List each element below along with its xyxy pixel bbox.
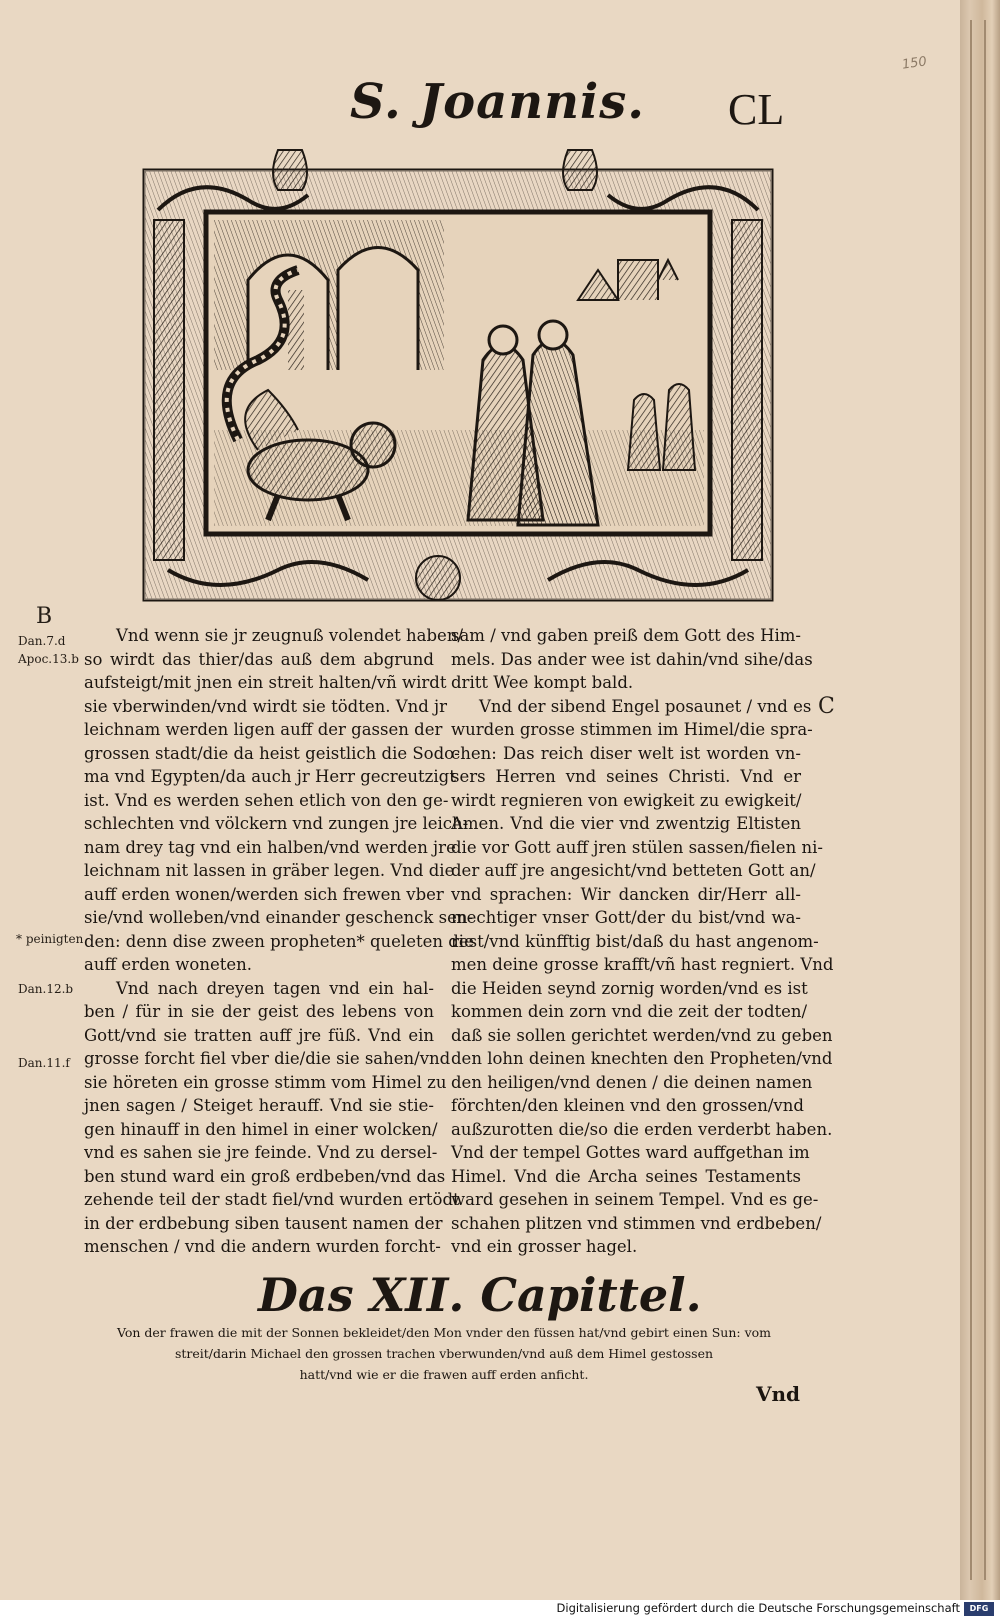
footer-bar (0, 1600, 1000, 1618)
text-line: mels. Das ander wee ist dahin/vnd sihe/das (451, 649, 813, 669)
text-line: vnd ein grosser hagel. (451, 1237, 638, 1256)
text-line: so wirdt das thier/das auß dem abgrund (84, 649, 434, 669)
text-line: rest/vnd künfftig bist/daß du hast angenom- (451, 931, 819, 951)
margin-note: * peinigten (16, 932, 84, 946)
text-line: Vnd der tempel Gottes ward auffgethan im (451, 1143, 810, 1162)
text-line: der auff jre angesicht/vnd betteten Gott an/ (451, 861, 816, 880)
text-line: grossen stadt/die da heist geistlich die Sodo- (84, 743, 460, 763)
text-line: ben stund ward ein groß erdbeben/vnd das (84, 1166, 446, 1186)
margin-note: Dan.11.f (18, 1056, 70, 1070)
text-line: zehende teil der stadt fiel/vnd wurden ertödt (84, 1190, 460, 1209)
text-line: gen hinauff in den himel in einer wolcken/ (84, 1119, 438, 1139)
page-edge (960, 0, 1000, 1600)
text-line: Gott/vnd sie tratten auff jre füß. Vnd ein (84, 1025, 434, 1045)
margin-note: Dan.7.d (18, 634, 66, 648)
chapter-summary (86, 1322, 802, 1385)
text-line: außzurotten die/so die erden verderbt haben. (451, 1119, 833, 1139)
text-line: Vnd wenn sie jr zeugnuß volendet haben/ (116, 626, 464, 645)
text-line: ma vnd Egypten/da auch jr Herr gecreutzigt (84, 767, 456, 786)
text-column-left (84, 624, 474, 1259)
text-line: auff erden woneten. (84, 955, 252, 974)
text-line: die vor Gott auff jren stülen sassen/fielen ni- (451, 837, 823, 857)
text-line: Amen. Vnd die vier vnd zwentzig Eltisten (451, 814, 801, 833)
text-line: leichnam nit lassen in gräber legen. Vnd die (84, 861, 455, 880)
text-line: den heiligen/vnd denen / die deinen namen (451, 1072, 813, 1092)
summary-line: Von der frawen die mit der Sonnen bekleidet/den Mon vnder den füssen hat/vnd gebirt einen Sun: vom (116, 1325, 772, 1340)
text-line: sie/vnd wolleben/vnd einander geschenck sen- (84, 908, 474, 927)
text-line: ward gesehen in seinem Tempel. Vnd es ge- (451, 1190, 819, 1209)
text-line: vnd sprachen: Wir dancken dir/Herr all- (451, 884, 801, 904)
text-line: schlechten vnd völckern vnd zungen jre leich- (84, 814, 469, 833)
text-line: kommen dein zorn vnd die zeit der todten/ (451, 1002, 808, 1021)
summary-line: streit/darin Michael den grossen trachen vberwunden/vnd auß dem Himel gestossen (174, 1346, 714, 1361)
text-line: wirdt regnieren von ewigkeit zu ewigkeit/ (451, 790, 802, 810)
page-edge-line (970, 20, 972, 1580)
text-line: chen: Das reich diser welt ist worden vn- (451, 743, 801, 763)
text-line: daß sie sollen gerichtet werden/vnd zu geben (451, 1025, 833, 1045)
text-line: dritt Wee kompt bald. (451, 673, 634, 692)
text-line: vnd es sahen sie jre feinde. Vnd zu dersel- (84, 1143, 438, 1162)
text-line: men deine grosse krafft/vñ hast regniert. Vnd (451, 955, 834, 974)
woodcut-illustration (138, 140, 778, 608)
margin-sigla-b: B (36, 604, 53, 629)
text-line: mechtiger vnser Gott/der du bist/vnd wa- (451, 908, 801, 927)
text-line: Vnd nach dreyen tagen vnd ein hal- (116, 978, 434, 998)
margin-sigla-c: C (818, 694, 835, 719)
text-line: ist. Vnd es werden sehen etlich von den ge- (84, 790, 449, 810)
folio-number: CL (728, 85, 785, 134)
text-line: wurden grosse stimmen im Himel/die spra- (451, 720, 813, 739)
text-line: jnen sagen / Steiget herauff. Vnd sie stie- (84, 1096, 434, 1115)
text-line: menschen / vnd die andern wurden forcht- (84, 1237, 441, 1256)
text-line: sam / vnd gaben preiß dem Gott des Him- (451, 626, 801, 645)
summary-line: hatt/vnd wie er die frawen auff erden anficht. (299, 1367, 589, 1382)
text-line: die Heiden seynd zornig worden/vnd es ist (451, 978, 808, 998)
text-line: aufsteigt/mit jnen ein streit halten/vñ wirdt (84, 673, 447, 692)
text-column-right (451, 624, 834, 1259)
text-line: förchten/den kleinen vnd den grossen/vnd (451, 1096, 804, 1115)
text-line: in der erdbebung siben tausent namen der (84, 1213, 443, 1233)
page-edge-line (984, 20, 986, 1580)
margin-note: Apoc.13.b (18, 652, 79, 666)
text-line: sie höreten ein grosse stimm vom Himel zu (84, 1072, 447, 1092)
dfg-logo: DFG (964, 1602, 994, 1616)
chapter-title: Das XII. Capittel. (258, 1268, 702, 1322)
catchword: Vnd (756, 1382, 801, 1406)
text-line: Vnd der sibend Engel posaunet / vnd es (479, 696, 812, 716)
text-line: Himel. Vnd die Archa seines Testaments (451, 1166, 801, 1186)
text-line: sie vberwinden/vnd wirdt sie tödten. Vnd jr (84, 696, 448, 716)
text-line: ben / für in sie der geist des lebens von (84, 1002, 434, 1021)
text-line: auff erden wonen/werden sich frewen vber (84, 884, 444, 904)
text-line: schahen plitzen vnd stimmen vnd erdbeben/ (451, 1213, 822, 1233)
text-line: nam drey tag vnd ein halben/vnd werden jre (84, 837, 456, 857)
running-head: S. Joannis. (350, 74, 645, 130)
text-line: sers Herren vnd seines Christi. Vnd er (451, 767, 801, 786)
text-line: grosse forcht fiel vber die/die sie sahen/vnd (84, 1049, 451, 1068)
pencil-folio: 150 (901, 54, 928, 73)
footer-credit: Digitalisierung gefördert durch die Deutsche Forschungsgemeinschaft (556, 1601, 960, 1615)
text-line: leichnam werden ligen auff der gassen der (84, 720, 443, 739)
text-line: den lohn deinen knechten den Propheten/vnd (451, 1049, 833, 1068)
margin-note: Dan.12.b (18, 982, 74, 996)
text-line: den: denn dise zween propheten* queleten die (84, 931, 474, 951)
